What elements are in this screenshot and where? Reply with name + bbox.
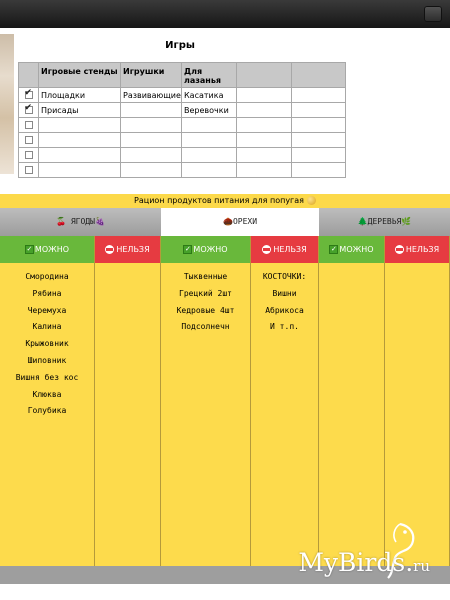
row-checkbox[interactable]	[25, 151, 33, 159]
list-item: Голубика	[27, 406, 67, 416]
tab-trees-label: ДЕРЕВЬЯ	[367, 217, 402, 226]
food-list	[251, 269, 318, 336]
table-cell	[121, 103, 182, 118]
diet-column-forbidden	[95, 236, 161, 566]
allowed-header	[319, 236, 384, 263]
row-checkbox[interactable]	[25, 166, 33, 174]
list-item: КОСТОЧКИ:	[262, 272, 307, 281]
column-label: НЕЛЬЗЯ	[273, 245, 307, 254]
food-list	[0, 269, 94, 420]
row-checkbox[interactable]	[25, 91, 33, 99]
table-cell: Касатика	[182, 88, 237, 103]
tree-icon: 🌲	[357, 217, 368, 226]
header-cell: Игровые стенды	[39, 63, 121, 88]
tab-nuts[interactable]	[161, 208, 319, 236]
checkbox-cell	[19, 118, 39, 133]
list-item: Клюква	[32, 389, 62, 399]
nut-icon: 🌰	[222, 217, 233, 226]
bottom-margin	[0, 584, 450, 600]
table-cell	[237, 163, 292, 178]
menu-handle-icon[interactable]	[424, 6, 442, 22]
list-item: Вишни	[272, 288, 297, 298]
no-entry-icon	[105, 245, 114, 254]
table-cell	[121, 118, 182, 133]
table-cell	[39, 118, 121, 133]
header-cell	[292, 63, 346, 88]
table-cell	[292, 133, 346, 148]
column-label: НЕЛЬЗЯ	[405, 245, 440, 254]
list-item: Подсолнечн	[181, 322, 230, 332]
column-label: НЕЛЬЗЯ	[116, 245, 150, 254]
games-table	[18, 62, 346, 178]
games-table-header	[19, 63, 346, 88]
header-cell	[19, 63, 39, 88]
no-entry-icon	[395, 245, 404, 254]
check-icon: ✓	[184, 245, 191, 253]
table-cell: Присады	[39, 103, 121, 118]
diet-title: Рацион продуктов питания для попугая	[134, 196, 304, 205]
table-cell	[121, 133, 182, 148]
diet-column-forbidden	[385, 236, 450, 566]
checkbox-cell	[19, 88, 39, 103]
table-cell	[292, 148, 346, 163]
list-item: Кедровые 4шт	[176, 305, 235, 315]
allowed-header	[161, 236, 250, 263]
table-cell	[39, 133, 121, 148]
table-cell: Площадки	[39, 88, 121, 103]
no-entry-icon	[262, 245, 271, 254]
allowed-header	[0, 236, 94, 263]
check-icon: ✓	[26, 245, 33, 253]
table-cell	[237, 103, 292, 118]
watermark	[298, 548, 430, 577]
games-title: Игры	[165, 40, 195, 51]
list-item: Смородина	[25, 272, 69, 281]
cherry-icon: 🍒	[56, 217, 67, 226]
top-bar	[0, 0, 450, 28]
list-item: Абрикоса	[265, 305, 304, 315]
table-cell	[292, 88, 346, 103]
list-item: Вишня без кос	[15, 372, 79, 382]
list-item: Рябина	[32, 288, 62, 298]
food-list	[161, 269, 250, 336]
row-checkbox[interactable]	[25, 136, 33, 144]
header-cell	[237, 63, 292, 88]
forbidden-header	[251, 236, 318, 263]
table-cell	[237, 133, 292, 148]
checkbox-cell	[19, 148, 39, 163]
list-item: И т.п.	[270, 322, 299, 332]
table-cell	[292, 163, 346, 178]
table-row	[19, 133, 346, 148]
checkbox-cell	[19, 103, 39, 118]
leaf-icon: 🌿	[401, 217, 412, 226]
table-row	[19, 103, 346, 118]
diet-column-allowed	[319, 236, 385, 566]
table-cell	[237, 88, 292, 103]
table-cell	[237, 148, 292, 163]
table-row	[19, 148, 346, 163]
forbidden-header	[385, 236, 449, 263]
category-tabs	[0, 208, 450, 236]
header-cell: Игрушки	[121, 63, 182, 88]
watermark-tld: ru	[413, 557, 430, 575]
column-label: МОЖНО	[339, 245, 374, 254]
diet-column-allowed	[161, 236, 251, 566]
table-cell	[182, 163, 237, 178]
tab-nuts-label: ОРЕХИ	[232, 217, 258, 226]
list-item: Тыквенные	[183, 272, 228, 281]
list-item: Крыжовник	[25, 339, 69, 349]
diet-column-allowed	[0, 236, 95, 566]
diet-column-forbidden	[251, 236, 319, 566]
table-cell	[121, 163, 182, 178]
tab-berries-label: ЯГОДЫ	[70, 217, 95, 226]
table-cell: Веревочки	[182, 103, 237, 118]
list-item: Калина	[32, 322, 62, 332]
list-item: Черемуха	[27, 305, 67, 315]
header-cell: Для лазанья	[182, 63, 237, 88]
table-cell	[182, 148, 237, 163]
checkbox-cell	[19, 133, 39, 148]
table-cell	[292, 118, 346, 133]
nut-icon	[307, 196, 316, 205]
column-label: МОЖНО	[193, 245, 228, 254]
watermark-dot: .	[405, 548, 414, 577]
forbidden-header	[95, 236, 160, 263]
table-cell	[121, 148, 182, 163]
table-row	[19, 88, 346, 103]
row-checkbox[interactable]	[25, 106, 33, 114]
table-cell	[182, 118, 237, 133]
checkbox-cell	[19, 163, 39, 178]
check-icon: ✓	[330, 245, 337, 253]
list-item: Грецкий 2шт	[179, 288, 232, 298]
photo-thumbnail	[0, 34, 14, 174]
diet-header	[0, 194, 450, 208]
list-item: Шиповник	[27, 355, 67, 365]
table-cell	[39, 163, 121, 178]
tab-trees[interactable]	[319, 208, 450, 236]
tab-berries[interactable]	[0, 208, 161, 236]
table-cell	[292, 103, 346, 118]
row-checkbox[interactable]	[25, 121, 33, 129]
table-cell	[39, 148, 121, 163]
table-cell	[182, 133, 237, 148]
watermark-brand: MyBirds	[298, 548, 406, 577]
grape-icon: 🍇	[94, 217, 105, 226]
table-cell: Развивающие	[121, 88, 182, 103]
table-cell	[237, 118, 292, 133]
table-row	[19, 163, 346, 178]
column-label: МОЖНО	[34, 245, 70, 254]
table-row	[19, 118, 346, 133]
